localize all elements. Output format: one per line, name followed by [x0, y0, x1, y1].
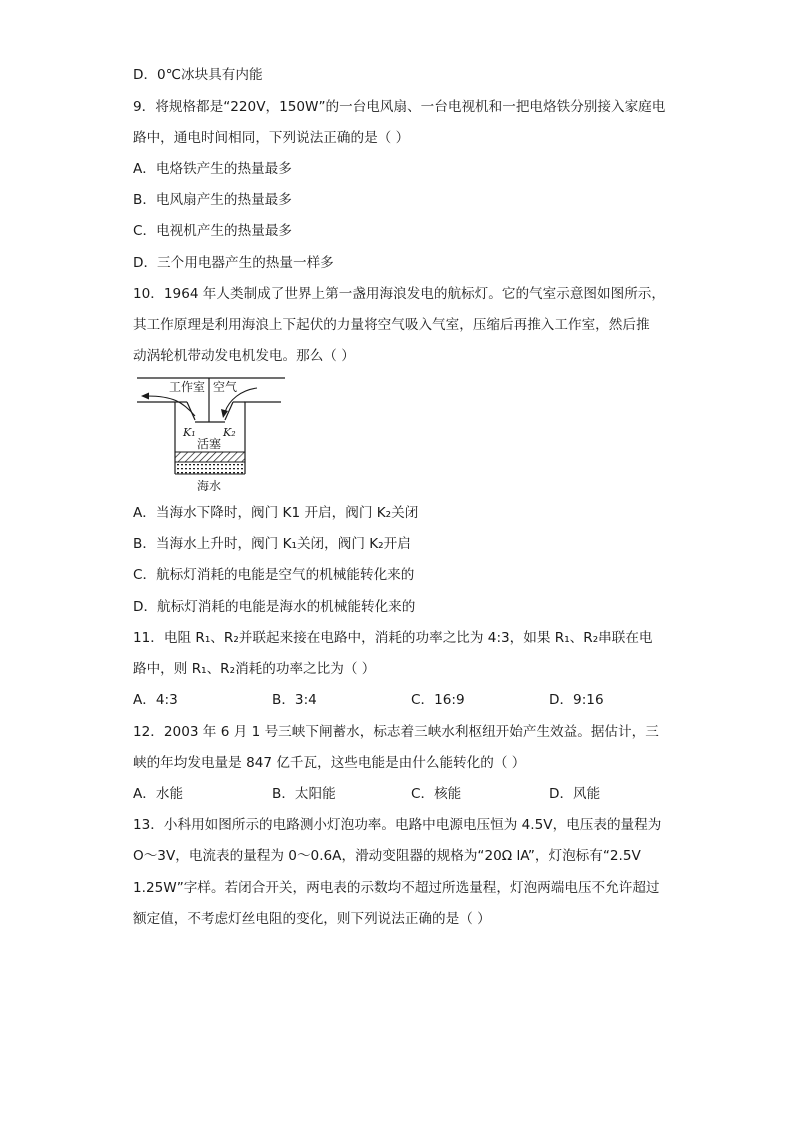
q9-option-d: D．三个用电器产生的热量一样多	[133, 255, 334, 271]
q12-option-d: D．风能	[549, 786, 601, 802]
q12-option-b: B．太阳能	[272, 786, 336, 802]
air-chamber-svg	[133, 372, 293, 500]
label-work-room: 工作室	[169, 380, 206, 394]
q13-stem-line2: O～3V，电流表的量程为 0～0.6A，滑动变阻器的规格为“20Ω lA”，灯泡标有“2.5V	[133, 848, 641, 864]
arrow-to-work-room	[147, 396, 195, 416]
q9-option-a: A．电烙铁产生的热量最多	[133, 161, 292, 177]
arrow-head-left	[141, 393, 149, 400]
q13-stem-line3: 1.25W”字样。若闭合开关，两电表的示数均不超过所选量程，灯泡两端电压不允许超过	[133, 880, 660, 896]
q10-stem-line3: 动涡轮机带动发电机发电。那么（ ）	[133, 348, 355, 364]
q10-option-a: A．当海水下降时，阀门 K1 开启，阀门 K₂关闭	[133, 505, 419, 521]
q13-stem-line4: 额定值，不考虑灯丝电阻的变化，则下列说法正确的是（ ）	[133, 911, 491, 927]
q9-stem-line2: 路中，通电时间相同，下列说法正确的是（ ）	[133, 130, 410, 146]
q10-option-b: B．当海水上升时，阀门 K₁关闭，阀门 K₂开启	[133, 536, 411, 552]
q13-stem-line1: 13．小科用如图所示的电路测小灯泡功率。电路中电源电压恒为 4.5V，电压表的量程为	[133, 817, 662, 833]
sea-water	[175, 462, 245, 474]
q11-option-d: D．9:16	[549, 692, 604, 708]
label-k1: K₁	[183, 426, 196, 439]
label-air: 空气	[213, 380, 238, 394]
q12-stem-line2: 峡的年均发电量是 847 亿千瓦，这些电能是由什么能转化的（ ）	[133, 755, 526, 771]
q11-stem-line1: 11．电阻 R₁、R₂并联起来接在电路中，消耗的功率之比为 4:3，如果 R₁、R₂串联在电	[133, 630, 653, 646]
q10-stem-line1: 10．1964 年人类制成了世界上第一盏用海浪发电的航标灯。它的气室示意图如图所示，	[133, 286, 665, 302]
q11-option-b: B．3:4	[272, 692, 317, 708]
q9-stem-line1: 9．将规格都是“220V，150W”的一台电风扇、一台电视机和一把电烙铁分别接入家庭电	[133, 99, 666, 115]
q11-stem-line2: 路中，则 R₁、R₂消耗的功率之比为（ ）	[133, 661, 376, 677]
q11-options-row	[133, 690, 633, 710]
q9-option-c: C．电视机产生的热量最多	[133, 223, 293, 239]
q11-option-c: C．16:9	[411, 692, 465, 708]
q9-option-b: B．电风扇产生的热量最多	[133, 192, 292, 208]
q10-option-c: C．航标灯消耗的电能是空气的机械能转化来的	[133, 567, 415, 583]
air-chamber-diagram	[133, 372, 293, 500]
q12-stem-line1: 12．2003 年 6 月 1 号三峡下闸蓄水，标志着三峡水利枢纽开始产生效益。据估计，三	[133, 724, 659, 740]
chamber-right-wall	[245, 402, 281, 474]
chamber-left-wall	[137, 402, 175, 474]
q12-options-row	[133, 784, 633, 804]
piston	[175, 452, 245, 462]
q10-option-d: D．航标灯消耗的电能是海水的机械能转化来的	[133, 599, 416, 615]
line-q8-option-d: D．0℃冰块具有内能	[133, 67, 263, 83]
q12-option-c: C．核能	[411, 786, 462, 802]
label-sea-water: 海水	[197, 479, 222, 493]
q12-option-a: A．水能	[133, 786, 184, 802]
q11-option-a: A．4:3	[133, 692, 178, 708]
label-piston: 活塞	[197, 437, 222, 451]
label-k2: K₂	[223, 426, 236, 439]
q10-stem-line2: 其工作原理是利用海浪上下起伏的力量将空气吸入气室，压缩后再推入工作室，然后推	[133, 317, 650, 333]
